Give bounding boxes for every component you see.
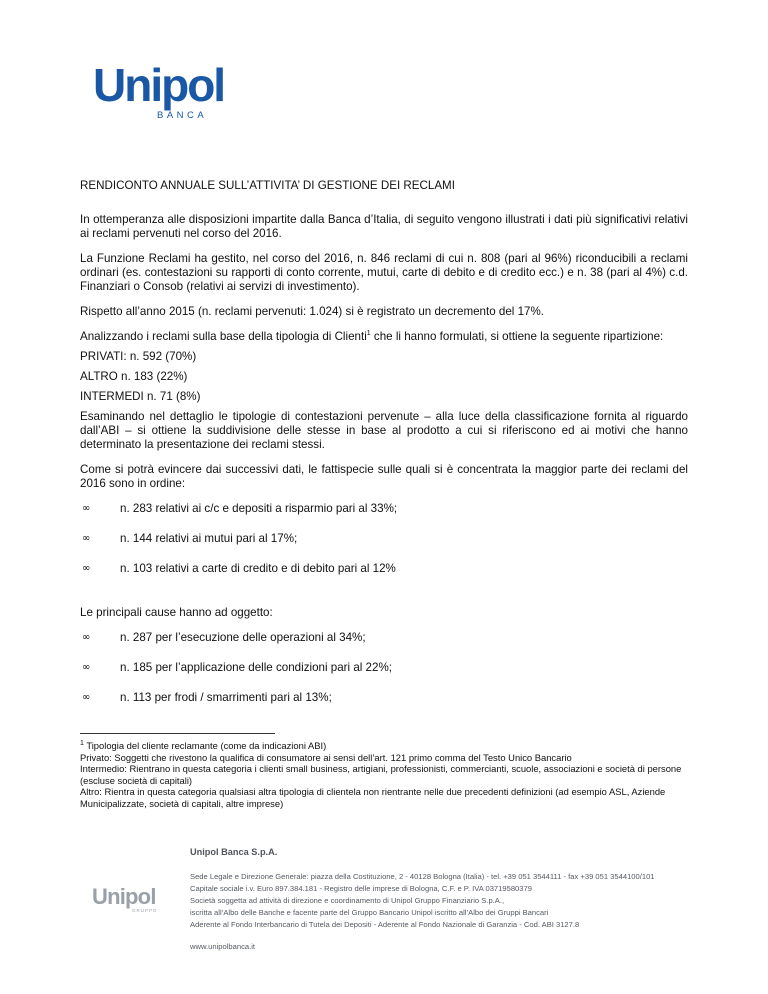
footer-line: Società soggetta ad attività di direzione e coordinamento di Unipol Gruppo Finanziario S.p.A.,: [190, 896, 505, 905]
logo-subtitle: BANCA: [157, 110, 208, 121]
bullet-icon: ∞: [82, 563, 91, 574]
logo-wordmark: Unipol: [93, 59, 225, 111]
causes-intro-paragraph: Le principali cause hanno ad oggetto:: [80, 606, 273, 619]
footer-line: Capitale sociale i.v. Euro 897.384.181 - Registro delle imprese di Bologna, C.F. e P. IVA 03719580379: [190, 884, 532, 893]
products-intro-paragraph: Come si potrà evincere dai successivi dati, le fattispecie sulle quali si è concentrata la maggior parte dei reclami del 2016 sono in ordine:: [80, 463, 688, 490]
list-item: ∞ n. 283 relativi ai c/c e depositi a risparmio pari al 33%;: [82, 502, 398, 515]
footnote-divider: [80, 733, 275, 734]
list-item: ∞ n. 185 per l’applicazione delle condizioni pari al 22%;: [82, 661, 392, 674]
footnote-intermedio: Intermedio: Rientrano in questa categoria i clienti small business, artigiani, professionisti, commercianti, scuole, associazioni e società di persone (escluse società di capitali): [80, 763, 682, 786]
comparison-paragraph: Rispetto all’anno 2015 (n. reclami pervenuti: 1.024) si è registrato un decremento del 17%.: [80, 305, 545, 318]
products-list: [80, 502, 688, 576]
bullet-icon: ∞: [82, 662, 91, 673]
footer-website: www.unipolbanca.it: [190, 942, 256, 951]
intermedi-count: INTERMEDI n. 71 (8%): [80, 390, 201, 403]
footnotes: [80, 740, 690, 809]
intro-paragraph: In ottemperanza alle disposizioni impartite dalla Banca d’Italia, di seguito vengono illustrati i dati più significativi relativi ai reclami pervenuti nel corso del 2016.: [80, 213, 688, 240]
document-title: RENDICONTO ANNUALE SULL’ATTIVITA’ DI GESTIONE DEI RECLAMI: [80, 179, 455, 192]
bullet-icon: ∞: [82, 533, 91, 544]
footnote-reference: 1: [366, 330, 371, 338]
logo-bottom-subtitle: GRUPPO: [132, 908, 158, 913]
document-body: [80, 179, 688, 721]
footer-company-name: Unipol Banca S.p.A.: [190, 847, 278, 857]
footer-line: Sede Legale e Direzione Generale: piazza della Costituzione, 2 - 40128 Bologna (Italia) - tel. +39 051 3544111 - fax +39 051 3544100/101: [190, 872, 655, 881]
bullet-icon: ∞: [82, 503, 91, 514]
footnote-altro: Altro: Rientra in questa categoria qualsiasi altra tipologia di clientela non rientrante nelle due precedenti definizioni (ad esempio ASL, Aziende Municipalizzate, società di capitali, altre imprese): [80, 786, 666, 809]
altro-count: ALTRO n. 183 (22%): [80, 370, 188, 383]
footnote-title: $^1$ Tipologia del cliente reclamante (come da indicazioni ABI): [80, 739, 327, 751]
list-item: ∞ n. 144 relativi ai mutui pari al 17%;: [82, 532, 298, 545]
unipol-gruppo-logo: [92, 886, 172, 916]
list-item: ∞ n. 113 per frodi / smarrimenti pari al 13%;: [82, 691, 332, 704]
unipol-banca-logo: [93, 59, 225, 128]
footer-line: Aderente al Fondo Interbancario di Tutela dei Depositi - Aderente al Fondo Nazionale di Garanzia - Cod. ABI 3127.8: [190, 920, 580, 929]
logo-bottom-wordmark: Unipol: [92, 884, 156, 909]
client-type-paragraph: Analizzando i reclami sulla base della tipologia di Clienti$^1$ che li hanno formulati, si ottiene la seguente ripartizione:: [80, 330, 664, 343]
causes-list: [80, 631, 688, 705]
footnote-privato: Privato: Soggetti che rivestono la qualifica di consumatore ai sensi dell’art. 121 primo comma del Testo Unico Bancario: [80, 751, 572, 763]
classification-paragraph: Esaminando nel dettaglio le tipologie di contestazioni pervenute – alla luce della classificazione fornita al riguardo dall’ABI – si ottiene la suddivisione delle stesse in base al prodotto a cui si riferiscono ed ai motivi che hanno determinato la presentazione dei reclami stessi.: [80, 410, 688, 451]
bullet-icon: ∞: [82, 692, 91, 703]
complaints-managed-paragraph: La Funzione Reclami ha gestito, nel corso del 2016, n. 846 reclami di cui n. 808 (pari al 96%) riconducibili a reclami ordinari (es. contestazioni su rapporti di conto corrente, mutui, carte di debito e di credito ecc.) e n. 38 (pari al 4%) c.d. Finanziari o Consob (relativi ai servizi di investimento).: [80, 252, 688, 293]
list-item: ∞ n. 287 per l’esecuzione delle operazioni al 34%;: [82, 631, 366, 644]
privati-count: PRIVATI: n. 592 (70%): [80, 350, 197, 363]
footer-line: iscritta all’Albo delle Banche e facente parte del Gruppo Bancario Unipol iscritto all’Albo dei Gruppi Bancari: [190, 908, 549, 917]
bullet-icon: ∞: [82, 632, 91, 643]
list-item: ∞ n. 103 relativi a carte di credito e di debito pari al 12%: [82, 562, 396, 575]
company-footer: [190, 846, 690, 953]
